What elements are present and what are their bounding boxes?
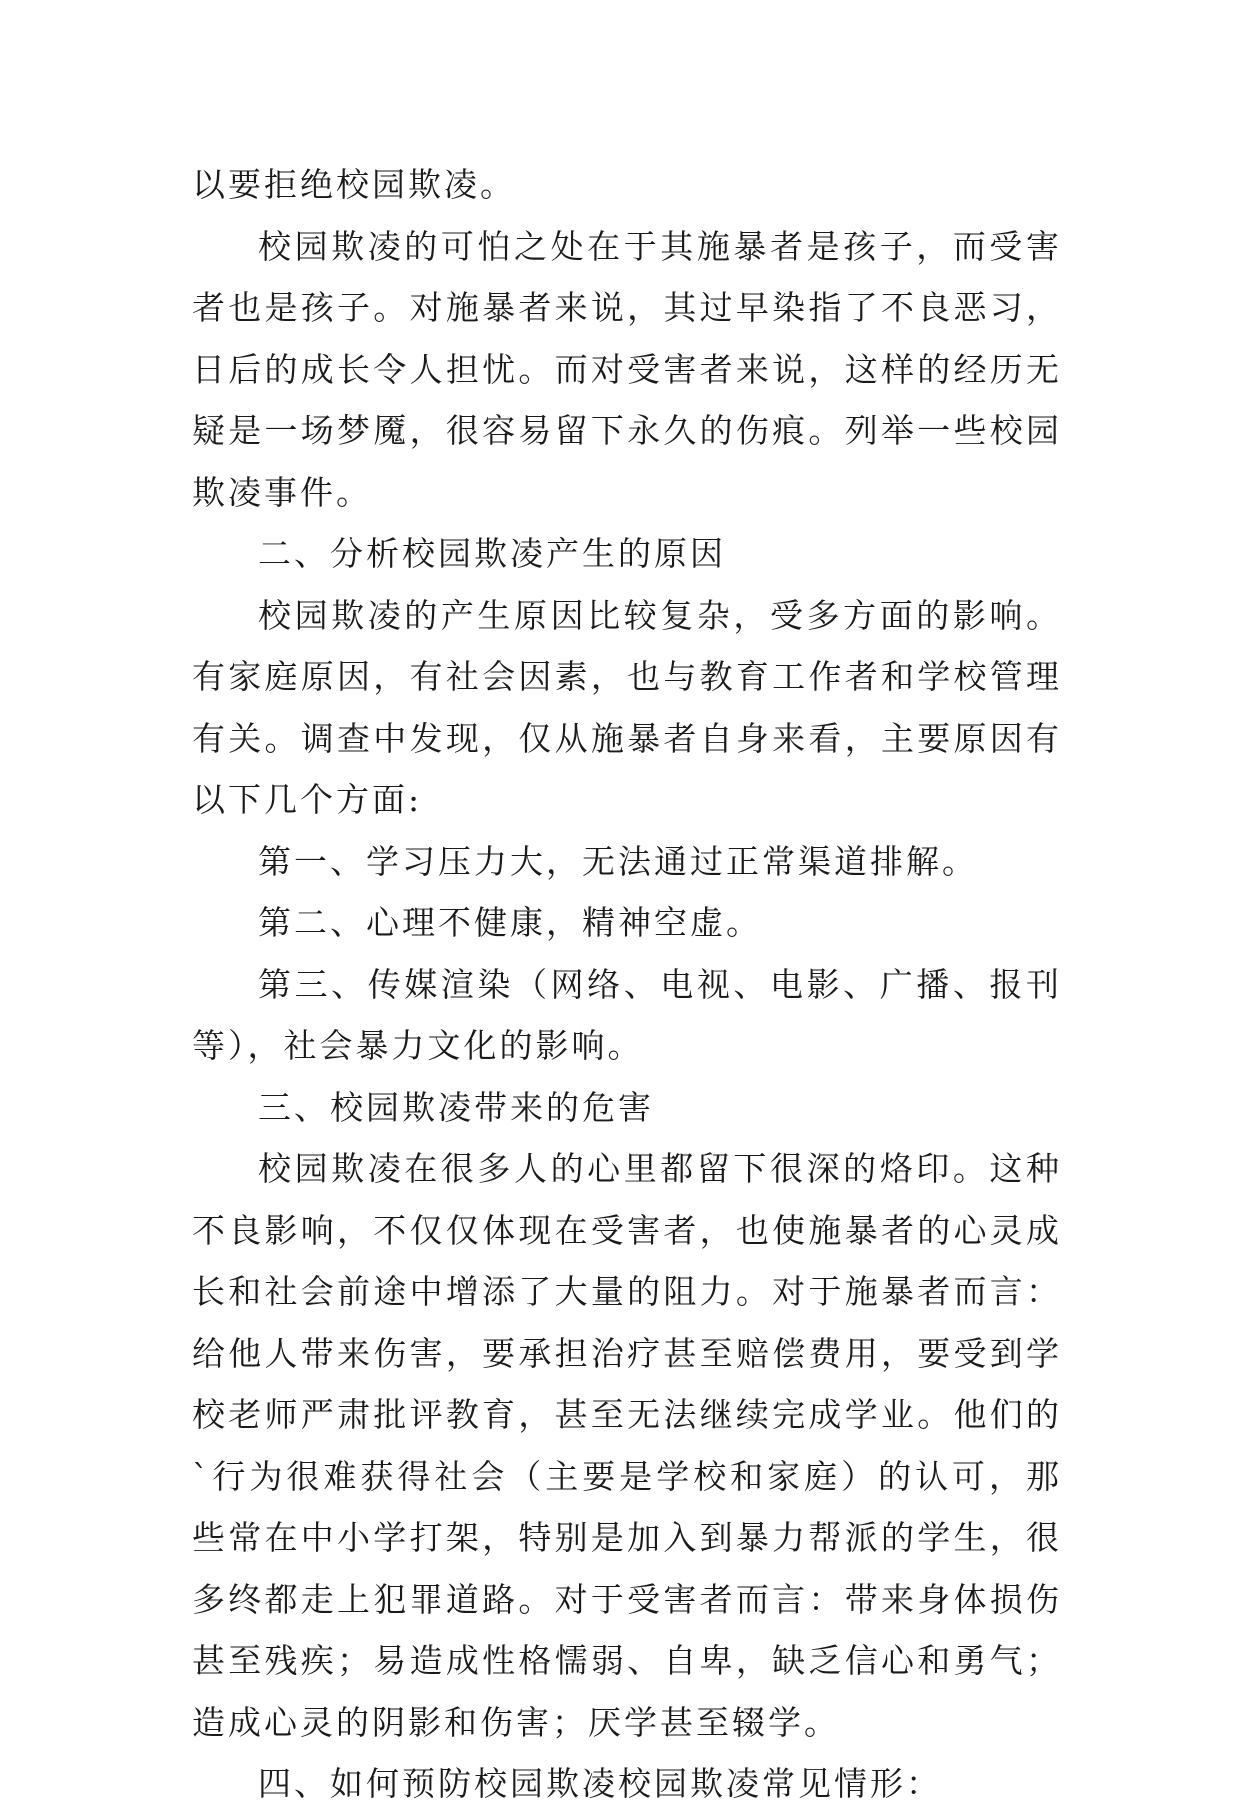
paragraph-harms: 校园欺凌在很多人的心里都留下很深的烙印。这种不良影响，不仅仅体现在受害者，也使施暴者的心灵成长和社会前途中增添了大量的阻力。对于施暴者而言：给他人带来伤害，要承担治疗甚至赔偿费用，要受到学校老师严肃批评教育，甚至无法继续完成学业。他们的`行为很难获得社会（主要是学校和家庭）的认可，那些常在中小学打架，特别是加入到暴力帮派的学生，很多终都走上犯罪道路。对于受害者而言：带来身体损伤甚至残疾；易造成性格懦弱、自卑，缺乏信心和勇气；造成心灵的阴影和伤害；厌学甚至辍学。 bbox=[192, 1149, 1062, 1742]
list-item-third: 第三、传媒渲染（网络、电视、电影、广播、报刊等），社会暴力文化的影响。 bbox=[192, 964, 1062, 1065]
section-heading-prevention: 四、如何预防校园欺凌校园欺凌常见情形： bbox=[258, 1764, 942, 1803]
list-item-first: 第一、学习压力大，无法通过正常渠道排解。 bbox=[258, 841, 978, 881]
paragraph-causes: 校园欺凌的产生原因比较复杂，受多方面的影响。有家庭原因，有社会因素，也与教育工作者和学校管理有关。调查中发现，仅从施暴者自身来看，主要原因有以下几个方面: bbox=[192, 595, 1062, 819]
section-heading-causes: 二、分析校园欺凌产生的原因 bbox=[258, 534, 726, 573]
section-heading-harms: 三、校园欺凌带来的危害 bbox=[258, 1087, 654, 1127]
paragraph-bullying-fear: 校园欺凌的可怕之处在于其施暴者是孩子，而受害者也是孩子。对施暴者来说，其过早染指了不良恶习，日后的成长令人担忧。而对受害者来说，这样的经历无疑是一场梦魇，很容易留下永久的伤痕。列举一些校园欺凌事件。 bbox=[192, 226, 1062, 512]
list-item-second: 第二、心理不健康，精神空虚。 bbox=[258, 903, 762, 942]
document-body bbox=[192, 154, 1062, 1815]
paragraph-continuation: 以要拒绝校园欺凌。 bbox=[192, 165, 516, 204]
